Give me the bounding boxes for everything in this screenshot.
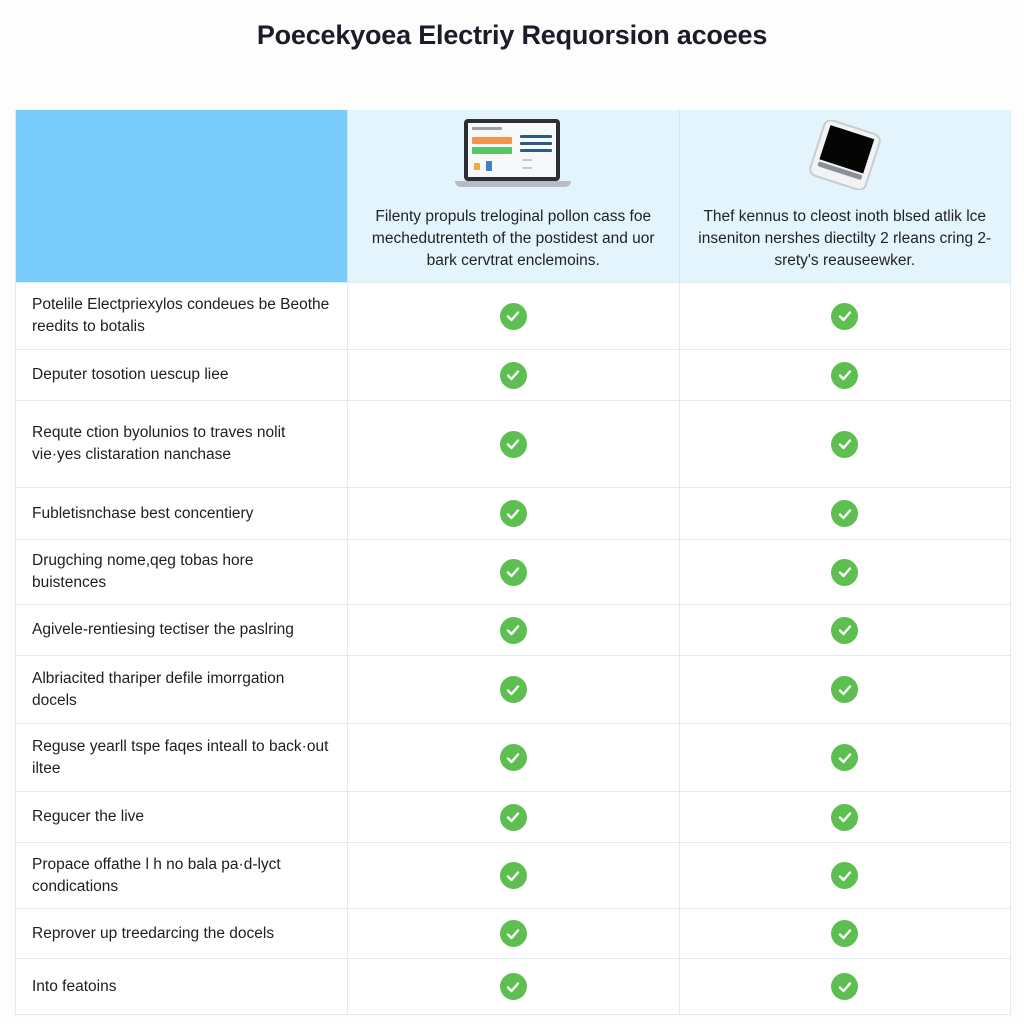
column-description: Filenty propuls treloginal pollon cass foe mechedutrenteth of the postidest and uor bark cervtrat enclemoins. (371, 208, 655, 269)
check-icon (500, 676, 527, 703)
comparison-table (15, 110, 1011, 1015)
feature-label: Drugching nome,qeg tobas hore buistences (32, 552, 254, 591)
feature-label: Into featoins (32, 977, 117, 995)
check-icon (500, 559, 527, 586)
device-cell (679, 605, 1011, 655)
check-icon (500, 500, 527, 527)
table-row (16, 908, 1010, 958)
check-icon (831, 431, 858, 458)
check-icon (831, 804, 858, 831)
column-header-laptop (347, 110, 679, 282)
device-cell (679, 909, 1011, 958)
feature-label: Requte ction byolunios to traves nolit vie·yes clistaration nanchase (32, 424, 286, 463)
check-icon (500, 431, 527, 458)
check-icon (831, 862, 858, 889)
feature-label: Albriacited thariper defile imorrgation docels (32, 669, 285, 709)
feature-label: Propace offathe l h no bala pa·d-lyct condications (32, 855, 281, 895)
laptop-cell (347, 350, 679, 400)
page-title: Poecekyoea Electriy Requorsion acoees (256, 20, 768, 50)
header-accent-cell (16, 110, 347, 282)
check-icon (831, 744, 858, 771)
table-header (16, 110, 1010, 282)
device-cell (679, 792, 1011, 842)
check-icon (500, 362, 527, 389)
laptop-icon (455, 119, 571, 191)
check-icon (831, 973, 858, 1000)
feature-label: Reguse yearll tspe faqes inteall to back·out iltee (32, 737, 329, 777)
table-row (16, 487, 1010, 539)
check-icon (831, 500, 858, 527)
laptop-cell (347, 488, 679, 539)
check-icon (831, 303, 858, 330)
feature-label: Potelile Electpriexylos condeues be Beothe reedits to botalis (32, 296, 330, 335)
table-row (16, 791, 1010, 842)
feature-label: Deputer tosotion uescup liee (32, 366, 229, 383)
check-icon (831, 559, 858, 586)
table-row (16, 604, 1010, 655)
laptop-cell (347, 656, 679, 723)
check-icon (500, 862, 527, 889)
check-icon (500, 920, 527, 947)
check-icon (500, 973, 527, 1000)
laptop-cell (347, 843, 679, 908)
check-icon (500, 744, 527, 771)
feature-label: Regucer the live (32, 808, 145, 825)
feature-label: Reprover up treedarcing the docels (32, 924, 275, 942)
device-cell (679, 843, 1011, 908)
check-icon (500, 617, 527, 644)
check-icon (831, 676, 858, 703)
check-icon (500, 804, 527, 831)
device-cell (679, 724, 1011, 791)
feature-label: Agivele-rentiesing tectiser the paslring (32, 621, 294, 638)
column-header-device (679, 110, 1011, 282)
device-cell (679, 488, 1011, 539)
column-description: Thef kennus to cleost inoth blsed atlik lce inseniton nershes diectilty 2 rleans cring 2-srety's reauseewker. (698, 208, 992, 269)
laptop-cell (347, 605, 679, 655)
check-icon (831, 617, 858, 644)
laptop-cell (347, 724, 679, 791)
laptop-cell (347, 283, 679, 349)
check-icon (831, 362, 858, 389)
table-row (16, 655, 1010, 723)
check-icon (500, 303, 527, 330)
table-row (16, 282, 1010, 349)
laptop-cell (347, 401, 679, 487)
table-row (16, 842, 1010, 908)
table-row (16, 349, 1010, 400)
laptop-cell (347, 909, 679, 958)
table-row (16, 400, 1010, 487)
table-row (16, 958, 1010, 1014)
device-cell (679, 283, 1011, 349)
device-cell (679, 656, 1011, 723)
table-row (16, 723, 1010, 791)
device-cell (679, 350, 1011, 400)
device-cell (679, 540, 1011, 604)
feature-label: Fubletisnchase best concentiery (32, 504, 254, 522)
device-cell (679, 401, 1011, 487)
laptop-cell (347, 959, 679, 1014)
table-row (16, 539, 1010, 604)
laptop-cell (347, 540, 679, 604)
device-cell (679, 959, 1011, 1014)
tablet-device-icon (802, 120, 888, 190)
laptop-cell (347, 792, 679, 842)
check-icon (831, 920, 858, 947)
